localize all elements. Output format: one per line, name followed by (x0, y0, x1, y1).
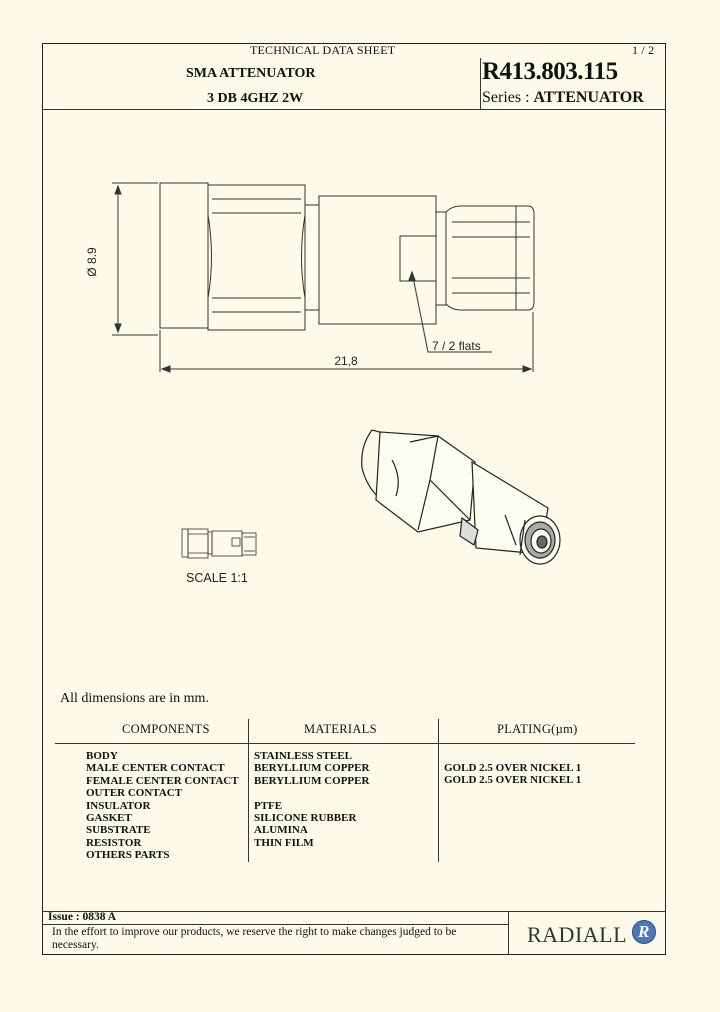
component-cell: GASKET (86, 812, 132, 825)
material-cell: BERYLLIUM COPPER (254, 762, 370, 775)
flange (305, 205, 319, 310)
hex-nut (208, 185, 305, 330)
scale-label: SCALE 1:1 (186, 571, 248, 585)
part-number: R413.803.115 (482, 58, 618, 85)
material-cell: ALUMINA (254, 824, 308, 837)
table-header-rule (55, 743, 635, 744)
diameter-label: Ø 8.9 (85, 247, 99, 277)
dimensions-note: All dimensions are in mm. (60, 691, 209, 706)
component-cell: BODY (86, 750, 118, 762)
material-cell (254, 787, 369, 799)
material-cell: STAINLESS STEEL (254, 750, 352, 762)
material-cell: SILICONE RUBBER (254, 812, 357, 825)
nut-front-face (160, 183, 208, 328)
length-label: 21,8 (334, 354, 358, 368)
sheet-label: TECHNICAL DATA SHEET (250, 43, 396, 57)
table-divider-2 (438, 719, 439, 862)
series-name: ATTENUATOR (533, 89, 644, 106)
component-cell: OUTER CONTACT (86, 787, 183, 800)
table-divider-1 (248, 719, 249, 862)
brand-name: RADIALL (527, 922, 628, 947)
component-cell: MALE CENTER CONTACT (86, 762, 225, 775)
material-cell: BERYLLIUM COPPER (254, 774, 370, 787)
component-cell: FEMALE CENTER CONTACT (86, 774, 239, 787)
issue-label: Issue : 0838 A (48, 911, 117, 923)
footer-divider (508, 911, 509, 955)
flats-label: 7 / 2 flats (432, 339, 481, 353)
flat-marker (400, 236, 436, 281)
product-title: SMA ATTENUATOR (186, 66, 316, 81)
disclaimer-text: In the effort to improve our products, we reserve the right to make changes judged to be necessary. (52, 926, 457, 951)
component-cell: SUBSTRATE (86, 824, 151, 837)
logo-letter: R (638, 922, 650, 941)
isometric-view (362, 430, 560, 564)
material-cell: PTFE (254, 799, 283, 812)
header-components: COMPONENTS (122, 722, 210, 736)
radiall-logo-icon (632, 920, 656, 944)
plating-column (444, 762, 581, 787)
scale-drawing (182, 529, 256, 558)
series-prefix: Series : (482, 89, 534, 106)
footer-rule (42, 911, 666, 912)
page-number: 1 / 2 (632, 43, 655, 57)
materials-column (254, 750, 369, 849)
components-column (86, 750, 239, 862)
component-cell: RESISTOR (86, 836, 142, 849)
plating-cell: GOLD 2.5 OVER NICKEL 1 (444, 762, 582, 774)
plating-cell: GOLD 2.5 OVER NICKEL 1 (444, 774, 582, 787)
product-subtitle: 3 DB 4GHZ 2W (207, 91, 304, 106)
footer-issue-rule (42, 924, 508, 925)
component-cell: OTHERS PARTS (86, 849, 170, 862)
header-materials: MATERIALS (304, 722, 377, 736)
material-cell: THIN FILM (254, 836, 314, 849)
header-plating: PLATING(µm) (497, 722, 578, 736)
component-cell: INSULATOR (86, 799, 151, 812)
